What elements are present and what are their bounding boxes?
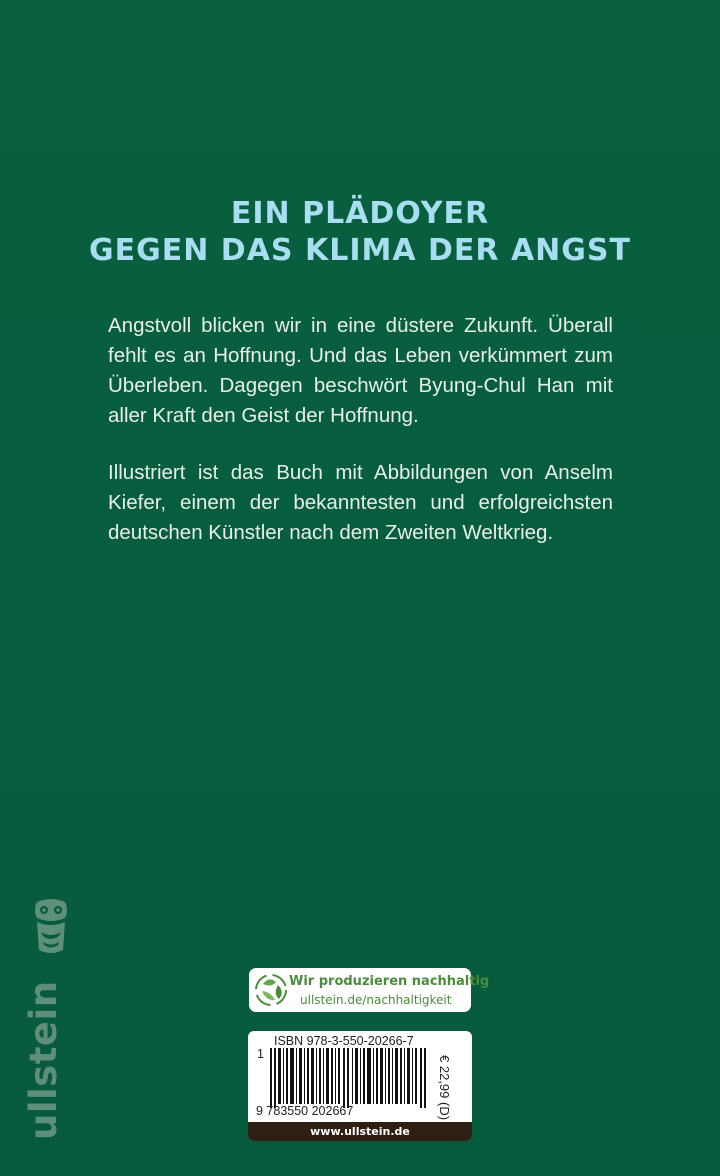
- price-text: € 22,99 (D): [437, 1055, 452, 1121]
- isbn-text: ISBN 978-3-550-20266-7: [274, 1034, 414, 1048]
- recycle-leaf-icon: [254, 973, 288, 1007]
- headline-line-1: EIN PLÄDOYER: [230, 196, 490, 231]
- sustainability-title: Wir produzieren nachhaltig: [289, 974, 490, 989]
- owl-icon: [33, 898, 69, 956]
- publisher-name: ullstein: [22, 980, 65, 1140]
- sustainability-badge: [249, 968, 490, 1012]
- barcode-digits: 9 783550 202667: [256, 1104, 354, 1118]
- headline: [0, 195, 720, 269]
- publisher-website: www.ullstein.de: [248, 1122, 472, 1141]
- blurb-paragraph-1: Angstvoll blicken wir in eine düstere Zukunft. Überall fehlt es an Hoffnung. Und das Leben verkümmert zum Überleben. Dagegen beschwört Byung-Chul Han mit aller Kraft den Geist der Hoffnung.: [108, 314, 613, 427]
- barcode-label: [248, 1031, 472, 1141]
- sustainability-url: ullstein.de/nachhaltigkeit: [300, 993, 452, 1007]
- blurb-paragraph-2: Illustriert ist das Buch mit Abbildungen von Anselm Kiefer, einem der bekanntesten und erfolgreichsten deutschen Künstler nach dem Zweiten Weltkrieg.: [108, 461, 613, 544]
- headline-line-2: GEGEN DAS KLIMA DER ANGST: [89, 233, 631, 268]
- barcode-lead-digit: 1: [257, 1047, 264, 1061]
